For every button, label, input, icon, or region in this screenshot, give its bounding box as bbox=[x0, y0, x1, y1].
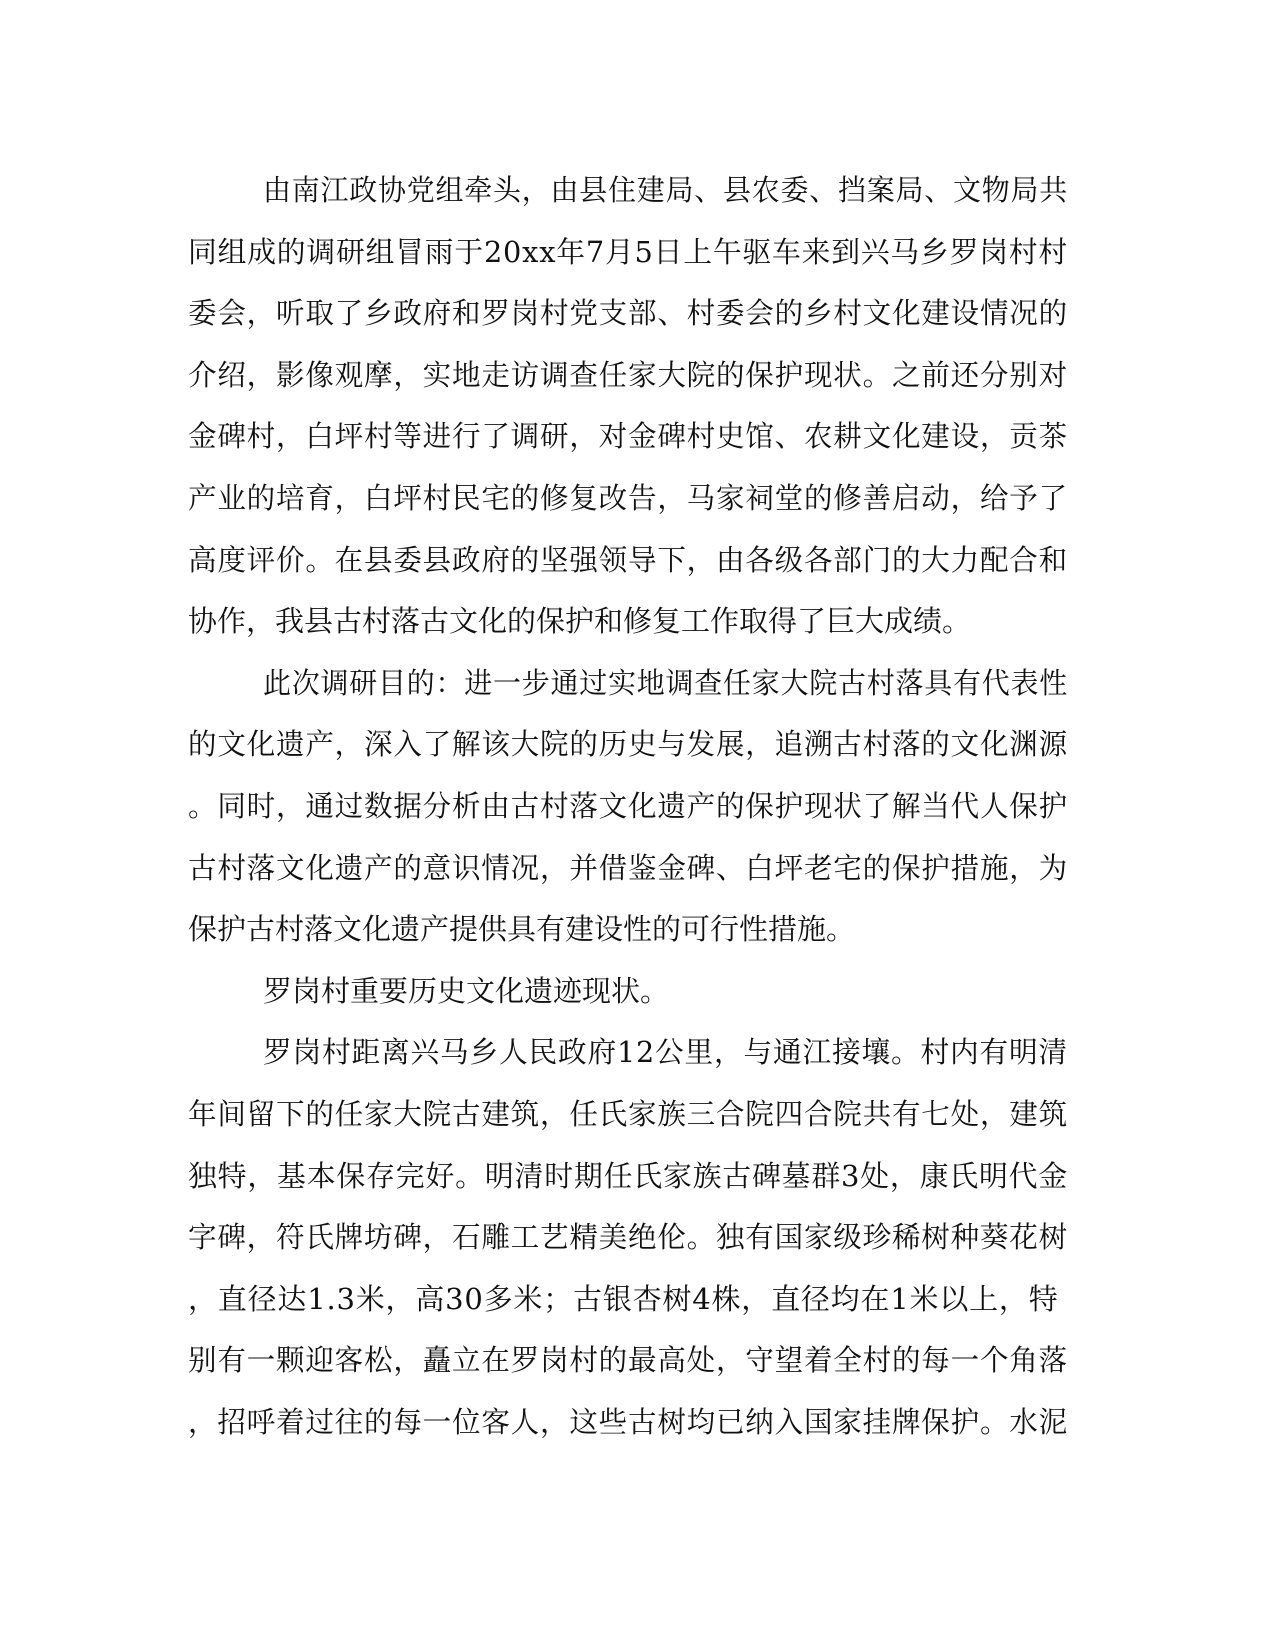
paragraph-3-line-1: 罗岗村重要历史文化遗迹现状。 bbox=[263, 973, 670, 1008]
paragraph-1-line-8: 协作，我县古村落古文化的保护和修复工作取得了巨大成绩。 bbox=[188, 604, 972, 639]
paragraph-2-line-3: 。同时，通过数据分析由古村落文化遗产的保护现状了解当代人保护 bbox=[188, 788, 1068, 823]
paragraph-2-line-5: 保护古村落文化遗产提供具有建设性的可行性措施。 bbox=[188, 912, 856, 947]
paragraph-1-line-6: 产业的培育，白坪村民宅的修复改告，马家祠堂的修善启动，给予了 bbox=[188, 480, 1068, 515]
paragraph-4-line-7: ，招呼着过往的每一位客人，这些古树均已纳入国家挂牌保护。水泥 bbox=[188, 1404, 1068, 1439]
paragraph-4-line-6: 别有一颗迎客松，矗立在罗岗村的最高处，守望着全村的每一个角落 bbox=[188, 1343, 1068, 1378]
paragraph-1-line-2: 同组成的调研组冒雨于20xx年7月5日上午驱车来到兴马乡罗岗村村 bbox=[188, 234, 1069, 269]
paragraph-4-line-4: 字碑，符氏牌坊碑，石雕工艺精美绝伦。独有国家级珍稀树种葵花树 bbox=[188, 1220, 1068, 1255]
paragraph-4-line-5: ，直径达1.3米，高30多米；古银杏树4株，直径均在1米以上，特 bbox=[188, 1281, 1059, 1316]
paragraph-2-line-4: 古村落文化遗产的意识情况，并借鉴金碑、白坪老宅的保护措施，为 bbox=[188, 850, 1068, 885]
paragraph-1-line-7: 高度评价。在县委县政府的坚强领导下，由各级各部门的大力配合和 bbox=[188, 542, 1068, 577]
paragraph-1-line-5: 金碑村，白坪村等进行了调研，对金碑村史馆、农耕文化建设，贡茶 bbox=[188, 419, 1068, 454]
paragraph-4-line-3: 独特，基本保存完好。明清时期任氏家族古碑墓群3处，康氏明代金 bbox=[188, 1158, 1069, 1193]
paragraph-2-line-1: 此次调研目的：进一步通过实地调查任家大院古村落具有代表性 bbox=[263, 665, 1069, 700]
paragraph-1-line-1: 由南江政协党组牵头，由县住建局、县农委、挡案局、文物局共 bbox=[263, 173, 1069, 207]
paragraph-4-line-1: 罗岗村距离兴马乡人民政府12公里，与通江接壤。村内有明清 bbox=[263, 1035, 1069, 1070]
document-body bbox=[188, 160, 1068, 1453]
paragraph-1-line-3: 委会，听取了乡政府和罗岗村党支部、村委会的乡村文化建设情况的 bbox=[188, 296, 1068, 331]
paragraph-4-line-2: 年间留下的任家大院古建筑，任氏家族三合院四合院共有七处，建筑 bbox=[188, 1096, 1068, 1131]
paragraph-1-line-4: 介绍，影像观摩，实地走访调查任家大院的保护现状。之前还分别对 bbox=[188, 357, 1068, 392]
paragraph-2-line-2: 的文化遗产，深入了解该大院的历史与发展，追溯古村落的文化渊源 bbox=[188, 727, 1068, 762]
